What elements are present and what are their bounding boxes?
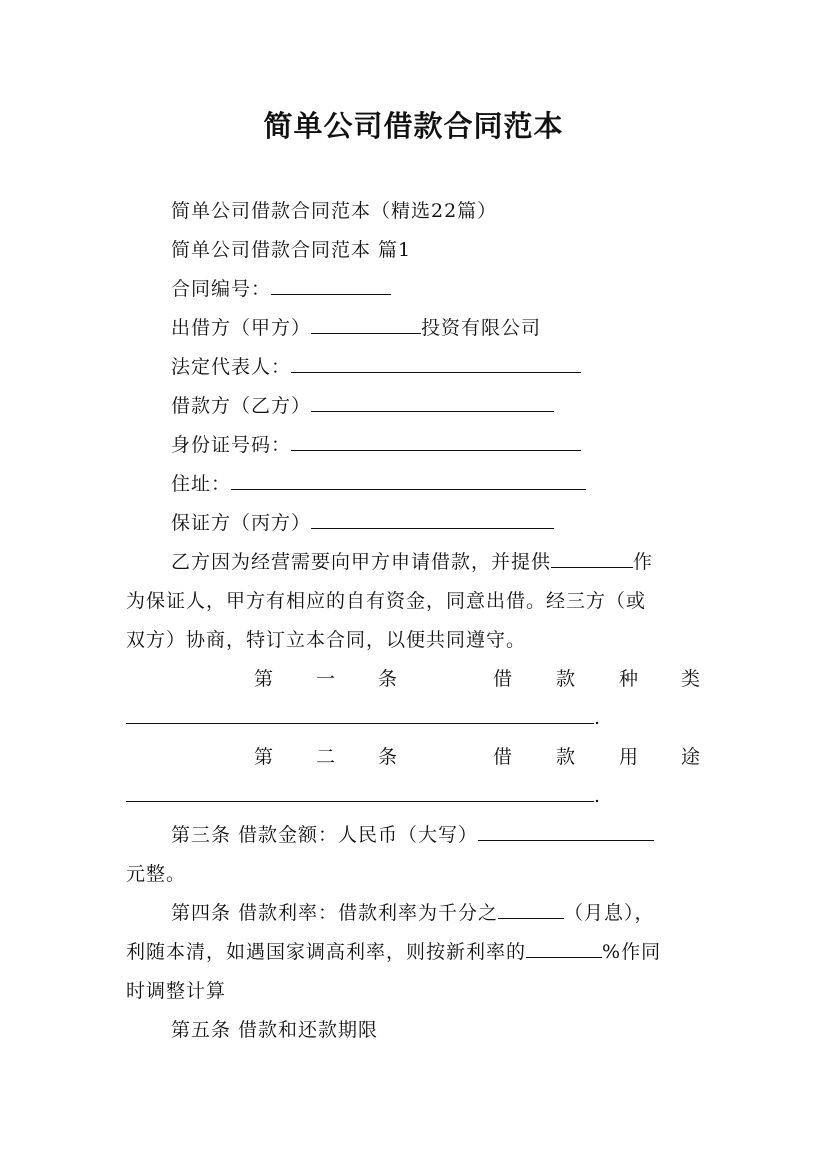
article-4-line-3: 时调整计算	[126, 980, 227, 1002]
article-1-char: 借	[493, 668, 514, 690]
document-title: 简单公司借款合同范本	[263, 109, 564, 143]
article-2-char: 途	[681, 746, 702, 768]
article-2-char: 借	[493, 746, 514, 768]
legal-rep-line	[171, 354, 581, 380]
contract-number-label: 合同编号：	[171, 278, 272, 300]
guarantor-blank[interactable]	[311, 510, 554, 529]
guarantor-line	[171, 510, 554, 536]
article-4-text-d: %作同	[602, 941, 662, 963]
intro-text-a: 乙方因为经营需要向甲方申请借款，并提供	[171, 551, 552, 573]
intro-line-2: 为保证人，甲方有相应的自有资金，同意出借。经三方（或	[126, 590, 647, 612]
legal-rep-blank[interactable]	[291, 354, 581, 373]
article-4-text-a: 第四条 借款利率：借款利率为千分之	[171, 902, 499, 924]
address-line	[171, 471, 586, 497]
id-number-line	[171, 432, 581, 458]
article-2-char: 二	[316, 746, 337, 768]
address-blank[interactable]	[231, 471, 586, 490]
article-1-char: 一	[316, 668, 337, 690]
article-1-blank-line	[126, 705, 601, 731]
intro-line-3: 双方）协商，特订立本合同，以便共同遵守。	[126, 629, 527, 651]
article-2-heading	[126, 744, 700, 770]
lender-label: 出借方（甲方）	[171, 317, 312, 339]
borrower-label: 借款方（乙方）	[171, 395, 312, 417]
article-3-line	[171, 822, 654, 848]
article-2-period: .	[594, 785, 602, 807]
amount-blank[interactable]	[478, 822, 654, 841]
article-2-blank-line	[126, 783, 601, 809]
article-1-char: 款	[556, 668, 577, 690]
article-1-period: .	[594, 707, 602, 729]
article-1-blank[interactable]	[126, 705, 594, 724]
article-4-text-c: 利随本清，如遇国家调高利率，则按新利率的	[126, 941, 527, 963]
article-4-text-b: （月息），	[564, 902, 655, 924]
guarantor-label: 保证方（丙方）	[171, 512, 312, 534]
lender-line	[171, 315, 541, 341]
article-2-char: 第	[254, 746, 275, 768]
legal-rep-label: 法定代表人：	[171, 356, 292, 378]
contract-number-blank[interactable]	[271, 276, 391, 295]
id-number-label: 身份证号码：	[171, 434, 292, 456]
article-2-char: 款	[556, 746, 577, 768]
article-1-char: 第	[254, 668, 275, 690]
lender-blank[interactable]	[311, 315, 421, 334]
article-1-char: 条	[378, 668, 399, 690]
article-3-text: 第三条 借款金额：人民币（大写）	[171, 824, 479, 846]
interest-rate-blank[interactable]	[498, 900, 564, 919]
lender-suffix: 投资有限公司	[421, 317, 542, 339]
article-1-heading	[126, 666, 700, 692]
article-5-heading: 第五条 借款和还款期限	[171, 1019, 379, 1041]
subtitle: 简单公司借款合同范本（精选22篇）	[171, 200, 498, 222]
borrower-line	[171, 393, 554, 419]
article-3-suffix: 元整。	[126, 863, 187, 885]
intro-text-b: 作	[633, 551, 654, 573]
address-label: 住址：	[171, 473, 232, 495]
article-1-char: 类	[681, 668, 702, 690]
guarantee-blank[interactable]	[551, 549, 633, 568]
article-2-blank[interactable]	[126, 783, 594, 802]
intro-line-1	[171, 549, 653, 575]
contract-number-line	[171, 276, 391, 302]
article-1-char: 种	[619, 668, 640, 690]
article-4-line-2	[126, 939, 661, 965]
borrower-blank[interactable]	[311, 393, 554, 412]
new-rate-blank[interactable]	[526, 939, 602, 958]
article-2-char: 条	[378, 746, 399, 768]
article-4-line-1	[171, 900, 655, 926]
article-2-char: 用	[619, 746, 640, 768]
id-number-blank[interactable]	[291, 432, 581, 451]
chapter-heading: 简单公司借款合同范本 篇1	[171, 239, 412, 261]
